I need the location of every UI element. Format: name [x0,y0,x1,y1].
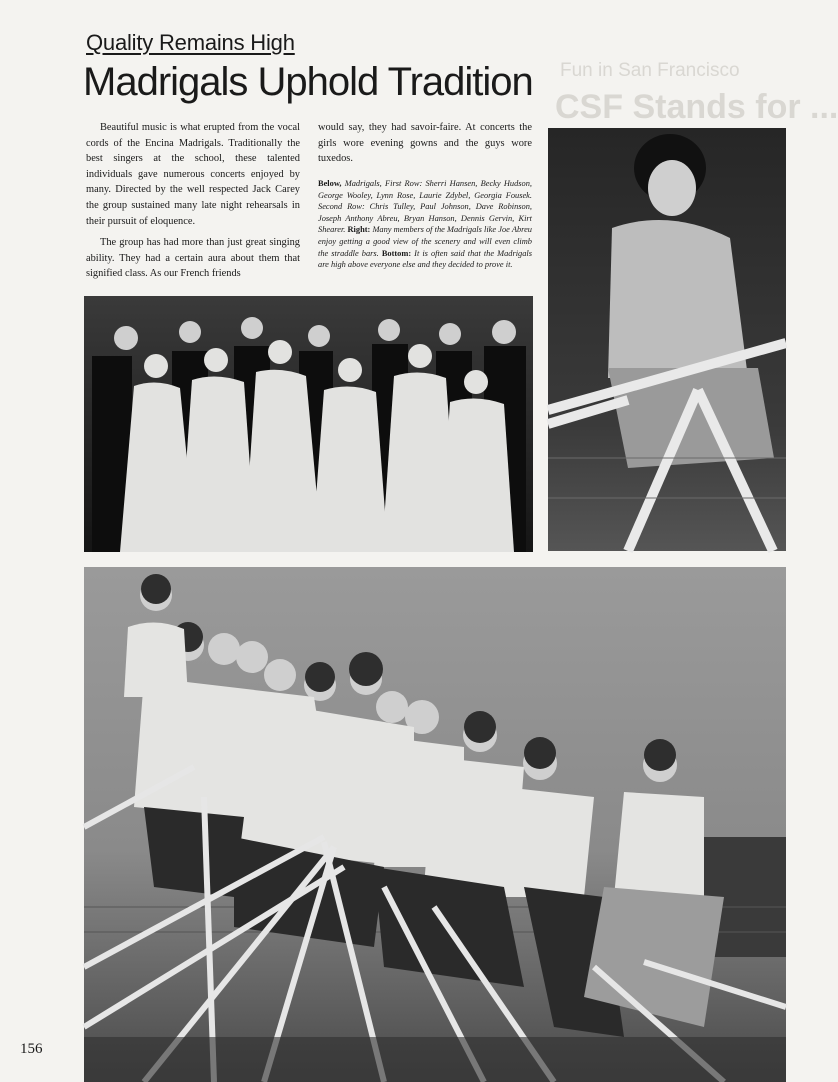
page-number: 156 [20,1041,43,1057]
body-column-1 [86,120,300,288]
caption-right-text: Many members of the Madrigals like Joe Abreu enjoy getting a good view of the scenery and will even climb the straddle bars. [318,225,532,258]
page-title: Madrigals Uphold Tradition [83,60,533,104]
body-column-2 [318,120,532,173]
caption-below-label: Below, [318,179,345,188]
caption-bottom-label: Bottom: [381,248,415,258]
madrigals-group-photo [84,296,533,552]
photo-caption [318,178,532,271]
body-paragraph-3: would say, they had savoir-faire. At concerts the girls wore evening gowns and the guys wore tuxedos. [318,122,532,165]
body-paragraph-1: Beautiful music is what erupted from the vocal cords of the Encina Madrigals. Traditionally the best singers at the school, these talented individuals gave numerous concerts enjoyed by many. Directed by the well respected Jack Carey the group sustained many late night rehearsals in their pursuit of eloquence. [86,122,300,227]
caption-bottom-text: It is often said that the Madrigals are high above everyone else and they decided to prove it. [318,248,533,270]
straddle-bar-photo [548,128,786,551]
kicker-heading: Quality Remains High [86,30,295,55]
madrigals-on-bars-photo [84,567,786,1082]
body-paragraph-2: The group has had more than just great singing ability. They had a certain aura about them that signified class. As our French friends [86,237,300,280]
bleed-through-line-1: Fun in San Francisco [560,60,740,81]
caption-below-text: Madrigals, First Row: Sherri Hansen, Becky Hudson, George Wooley, Lynn Rose, Laurie Zdybel, Georgia Fousek. Second Row: Chris Tulley, Paul Johnson, Dave Robinson, Joseph Anthony Abreu, Bryan Hanson, Dennis Gervin, Kirt Shearer. [318,179,533,235]
bleed-through-line-2: CSF Stands for ... [555,88,838,126]
caption-right-label: Right: [347,225,373,235]
